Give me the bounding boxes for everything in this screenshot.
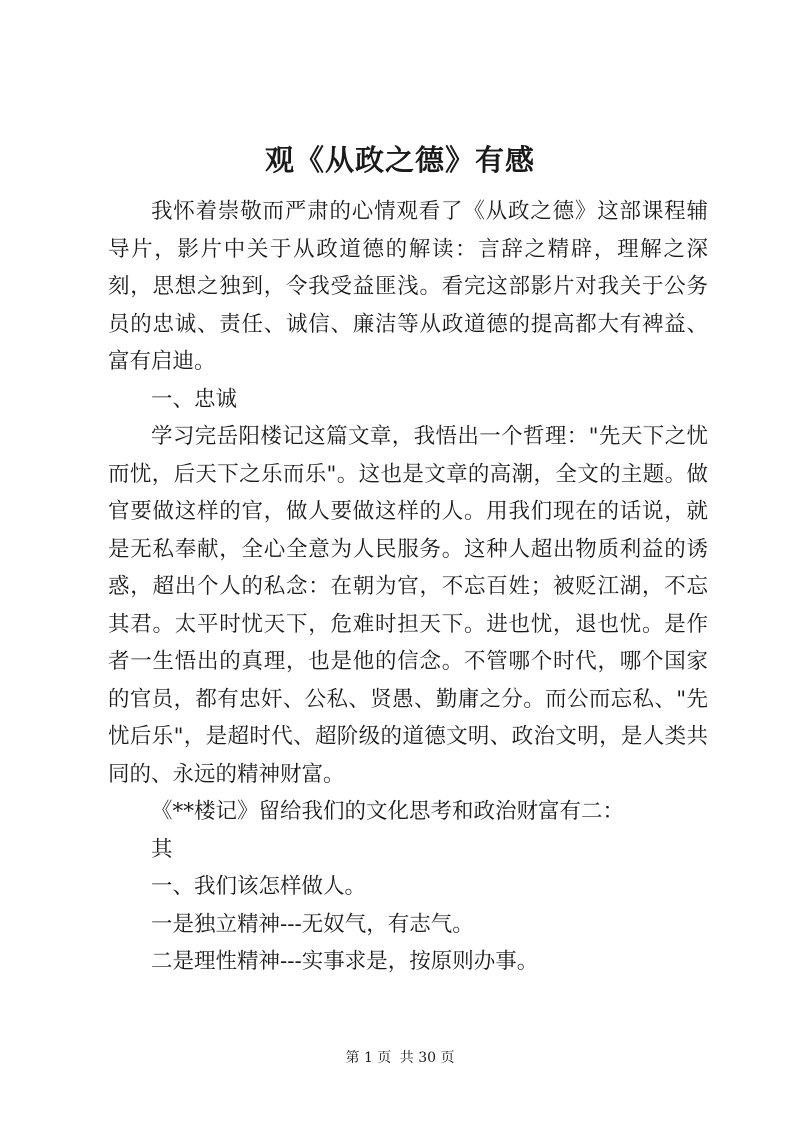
page-footer [0, 1047, 800, 1067]
paragraph-rational-spirit: 二是理性精神---实事求是，按原则办事。 [151, 949, 539, 974]
paragraph-qi: 其 [151, 836, 173, 862]
paragraph-cultural-thoughts: 《**楼记》留给我们的文化思考和政治财富有二： [151, 799, 625, 824]
section-heading-loyalty: 一、忠诚 [151, 386, 238, 412]
paragraph-independent-spirit: 一是独立精神---无奴气，有志气。 [151, 911, 474, 937]
page-number: 第 1 页 [345, 1050, 392, 1066]
document-body [108, 193, 708, 981]
document-title: 观《从政之德》有感 [264, 143, 535, 177]
paragraph-intro: 我怀着崇敬而严肃的心情观看了《从政之德》这部课程辅导片，影片中关于从政道德的解读：言辞之精辟，理解之深刻，思想之独到，令我受益匪浅。看完这部影片对我关于公务员的忠诚、责任、诚信、廉洁等从政道德的提高都大有裨益、富有启迪。 [108, 199, 708, 374]
paragraph-how-to-behave: 一、我们该怎样做人。 [151, 874, 367, 899]
page-total: 共 30 页 [399, 1050, 455, 1066]
paragraph-yueyang-tower: 学习完岳阳楼记这篇文章，我悟出一个哲理："先天下之忧而忧，后天下之乐而乐"。这也是文章的高潮，全文的主题。做官要做这样的官，做人要做这样的人。用我们现在的话说，就是无私奉献，全心全意为人民服务。这种人超出物质利益的诱惑，超出个人的私念：在朝为官，不忘百姓；被贬江湖，不忘其君。太平时忧天下，危难时担天下。进也忧，退也忧。是作者一生悟出的真理，也是他的信念。不管哪个时代，哪个国家的官员，都有忠奸、公私、贤愚、勤庸之分。而公而忘私、"先忧后乐"，是超时代、超阶级的道德文明、政治文明，是人类共同的、永远的精神财富。 [108, 424, 708, 787]
